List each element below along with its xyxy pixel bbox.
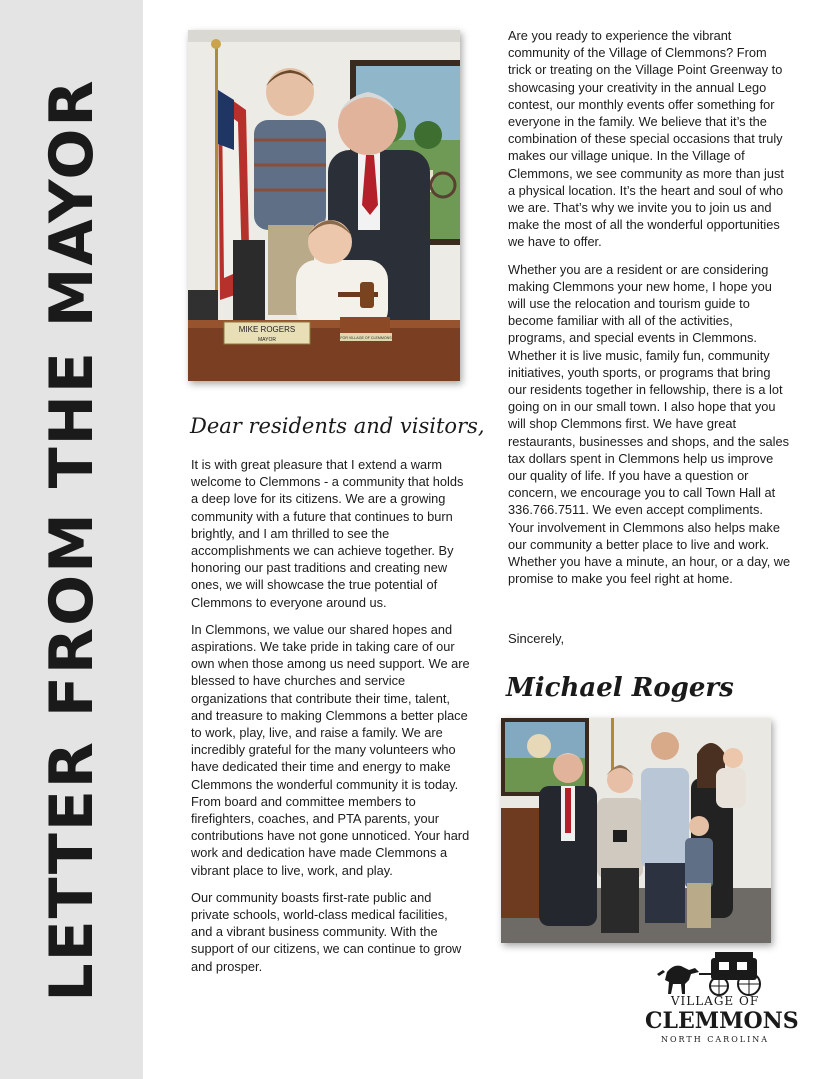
letter-left-column [191, 456, 471, 985]
gavel-plate-text: FOR VILLAGE OF CLEMMONS [340, 336, 392, 340]
paragraph: In Clemmons, we value our shared hopes and aspirations. We take pride in taking care of our own when those among us need support. We are blessed to have churches and service organizations that contribute their time, talent, and treasure to making Clemmons a better place to work, play, live, and raise a family. We are incredibly grateful for the many volunteers who have dedicated their time and energy to make Clemmons the wonderful community it is today. From board and committee members to firefighters, coaches, and PTA parents, your contributions have not gone unnoticed. Your hard work and dedication have made Clemmons a vibrant place to live, work, and play. [191, 621, 470, 878]
logo-line-1: VILLAGE OF [670, 994, 760, 1008]
page-title: LETTER FROM THE MAYOR [37, 78, 107, 1002]
family-photo [501, 718, 771, 943]
paragraph: It is with great pleasure that I extend a warm welcome to Clemmons - a community that holds a deep love for its citizens. We are a growing community with a future that continues to burn brightly, and I am thrilled to see the accomplishments we can achieve together. By honoring our past traditions and creating new ones, we will showcase the true potential of Clemmons to everyone around us. [191, 457, 464, 610]
village-logo [645, 950, 799, 1050]
paragraph: Are you ready to experience the vibrant community of the Village of Clemmons? From trick or treating on the Village Point Greenway to showcasing your creativity in the annual Lego contest, our monthly events offer something for everyone in the family. We believe that it’s the combination of these special occasions that truly makes our village unique. In the Village of Clemmons, we see community as more than just a physical location. It’s the heart and soul of who we are. That’s why we invite you to join us and make the most of all the wonderful opportunities we have to offer. [508, 28, 784, 250]
paragraph: Our community boasts first-rate public and private schools, world-class medical facilities, and a vibrant business community. With the support of our citizens, we can continue to grow and prosper. [191, 889, 462, 974]
letter-right-column [508, 27, 792, 598]
nameplate-name: MIKE ROGERS [238, 325, 296, 334]
sidebar-band [0, 0, 143, 1079]
nameplate-title: MAYOR [258, 337, 276, 343]
greeting: Dear residents and visitors, [190, 414, 485, 438]
logo-line-3: NORTH CAROLINA [660, 1035, 770, 1044]
paragraph: Whether you are a resident or are considering making Clemmons your new home, I hope you will use the relocation and tourism guide to become familiar with all of the activities, programs, and special events in Clemmons. Whether it is live music, family fun, community initiatives, youth sports, or programs that bring our residents together in fellowship, there is a lot going on in our small town. I also hope that you will shop Clemmons first. We have great restaurants, businesses and shops, and the sales tax dollars spent in Clemmons help us improve our quality of life. If you have a question or concern, we encourage you to call Town Hall at 336.766.7511. We even accept compliments. Your involvement in Clemmons also helps make our community a better place to live and work. Whether you have a minute, an hour, or a day, we promise to make you feel right at home. [508, 261, 791, 587]
mayor-photo [188, 30, 460, 381]
logo-line-2: CLEMMONS [645, 1008, 799, 1034]
closing: Sincerely, [508, 631, 565, 646]
signature: Michael Rogers [506, 673, 734, 703]
stagecoach-icon [645, 950, 785, 996]
